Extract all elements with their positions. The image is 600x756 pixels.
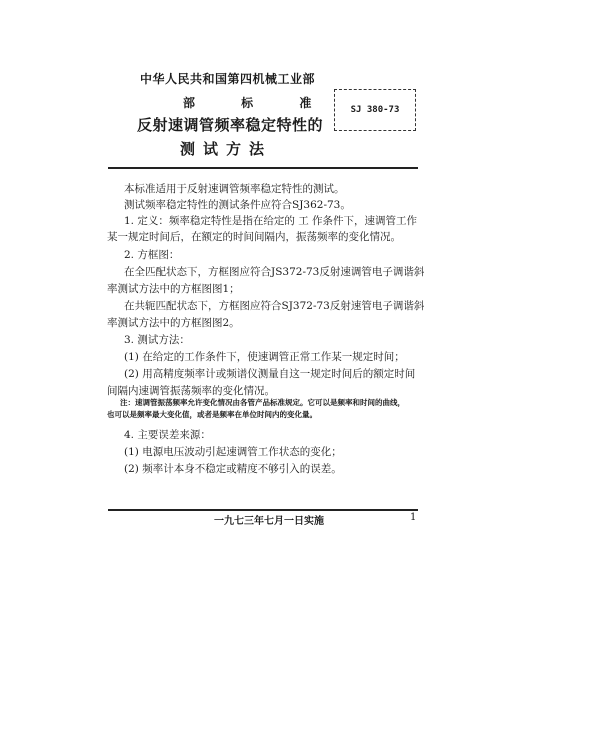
test-step-1: (1) 在给定的工作条件下，使速调管正常工作某一规定时间； (124, 351, 405, 363)
test-step-2-cont: 间隔内速调管振荡频率的变化情况。 (107, 385, 275, 397)
standard-type: 部 标 准 (183, 96, 326, 110)
document-title-line2: 测试方法 (180, 140, 273, 158)
footer-divider (108, 509, 418, 511)
effective-date: 一九七三年七月一日实施 (214, 516, 324, 527)
note-line-1: 注：速调管振荡频率允许变化情况由各管产品标准规定。它可以是频率和时间的曲线， (120, 398, 405, 407)
document-title-line1: 反射速调管频率稳定特性的 (137, 116, 324, 134)
paragraph-definition: 1. 定义：频率稳定特性是指在给定的 工 作条件下，速调管工作 (124, 215, 418, 227)
paragraph-full-match: 在全匹配状态下，方框图应符合JS372-73反射速调管电子调谐斜 (124, 266, 425, 278)
test-step-2: (2) 用高精度频率计或频谱仪测量自这一规定时间后的额定时间 (124, 368, 416, 380)
note-line-2: 也可以是频率最大变化值，或者是频率在单位时间内的变化量。 (107, 410, 317, 419)
error-source-2: (2) 频率计本身不稳定或精度不够引入的误差。 (124, 463, 342, 475)
error-source-1: (1) 电源电压波动引起速调管工作状态的变化； (124, 446, 342, 458)
page-number: 1 (410, 512, 417, 523)
paragraph-definition-cont: 某一规定时间后，在额定的时间间隔内，振荡频率的变化情况。 (107, 231, 401, 243)
paragraph-full-match-cont: 率测试方法中的方框图图1； (107, 283, 240, 295)
section-block-diagram: 2. 方框图： (124, 249, 180, 261)
header-divider (108, 167, 418, 169)
section-error-sources: 4. 主要误差来源： (124, 429, 211, 441)
paragraph-conjugate-match: 在共轭匹配状态下，方框图应符合SJ372-73反射速管电子调谐斜 (124, 300, 425, 312)
paragraph-conjugate-match-cont: 率测试方法中的方框图图2。 (107, 317, 240, 329)
paragraph-scope: 本标准适用于反射速调管频率稳定特性的测试。 (124, 183, 345, 195)
standard-code: SJ 380-73 (350, 105, 400, 115)
standard-code-box (334, 89, 416, 131)
ministry-name: 中华人民共和国第四机械工业部 (140, 72, 316, 86)
paragraph-conditions: 测试频率稳定特性的测试条件应符合SJ362-73。 (124, 199, 351, 211)
section-test-method: 3. 测试方法： (124, 334, 190, 346)
